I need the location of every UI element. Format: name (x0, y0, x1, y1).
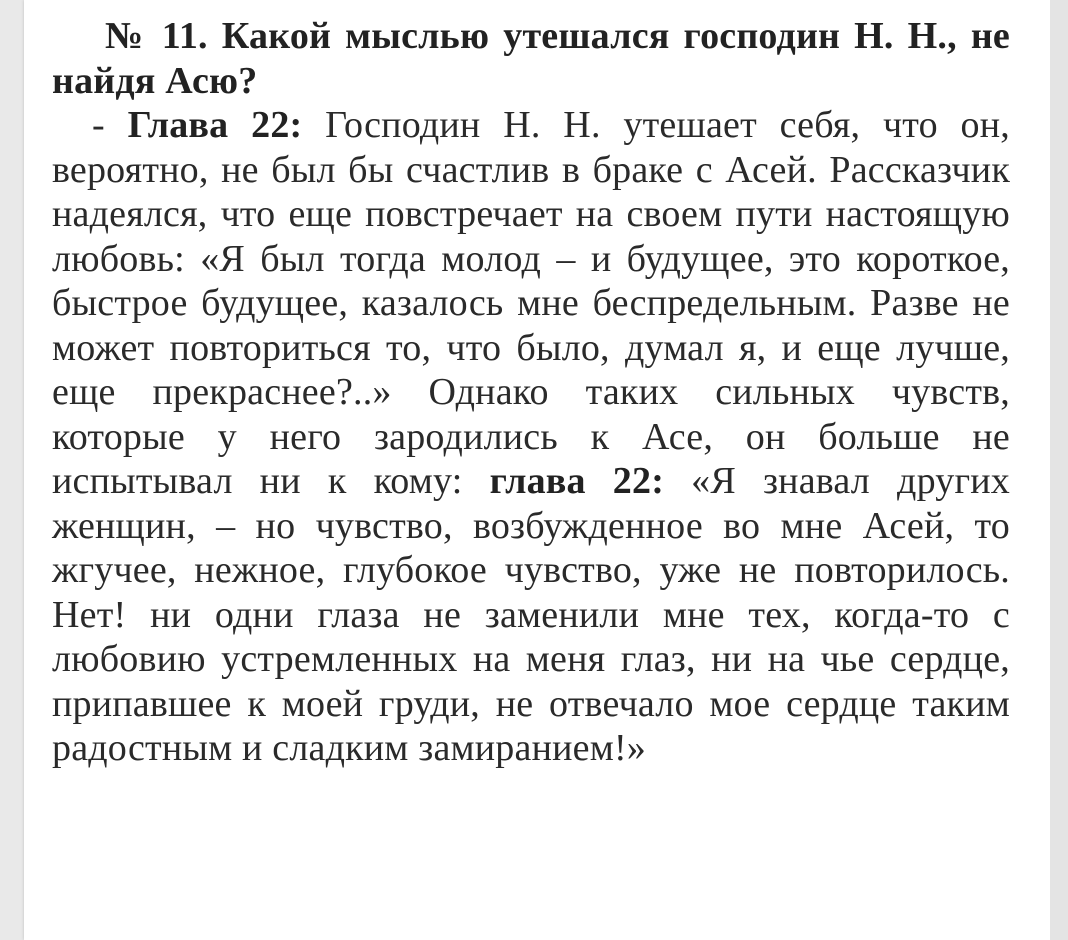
chapter-reference-2: глава 22: (489, 460, 665, 502)
question-text: Какой мыслью утешался господин Н. Н., не найдя Асю? (52, 15, 1010, 102)
answer-text-part-2: «Я знавал других женщин, – но чувство, возбужденное во мне Асей, то жгучее, нежное, глубокое чувство, уже не повторилось. Нет! ни одни глаза не заменили мне тех, когда-то с любовию устремленных на меня глаз, ни на чье сердце, припавшее к моей груди, не отвечало мое сердце таким радостным и сладким замиранием!» (52, 460, 1010, 769)
question-heading (52, 14, 1010, 103)
page-edge (1050, 0, 1068, 940)
question-number: № 11. (105, 15, 208, 57)
answer-dash: - (92, 104, 128, 146)
answer-text-part-1: Господин Н. Н. утешает себя, что он, вероятно, не был бы счастлив в браке с Асей. Рассказчик надеялся, что еще повстречает на своем пути настоящую любовь: «Я был тогда молод – и будущее, это короткое, быстрое будущее, казалось мне беспредельным. Разве не может повториться то, что было, думал я, и еще лучше, еще прекраснее?..» Однако таких сильных чувств, которые у него зародились к Асе, он больше не испытывал ни к кому: (52, 104, 1010, 502)
document-text (52, 14, 1010, 771)
answer-paragraph (52, 103, 1010, 771)
document-page (24, 0, 1050, 940)
chapter-reference: Глава 22: (127, 104, 303, 146)
